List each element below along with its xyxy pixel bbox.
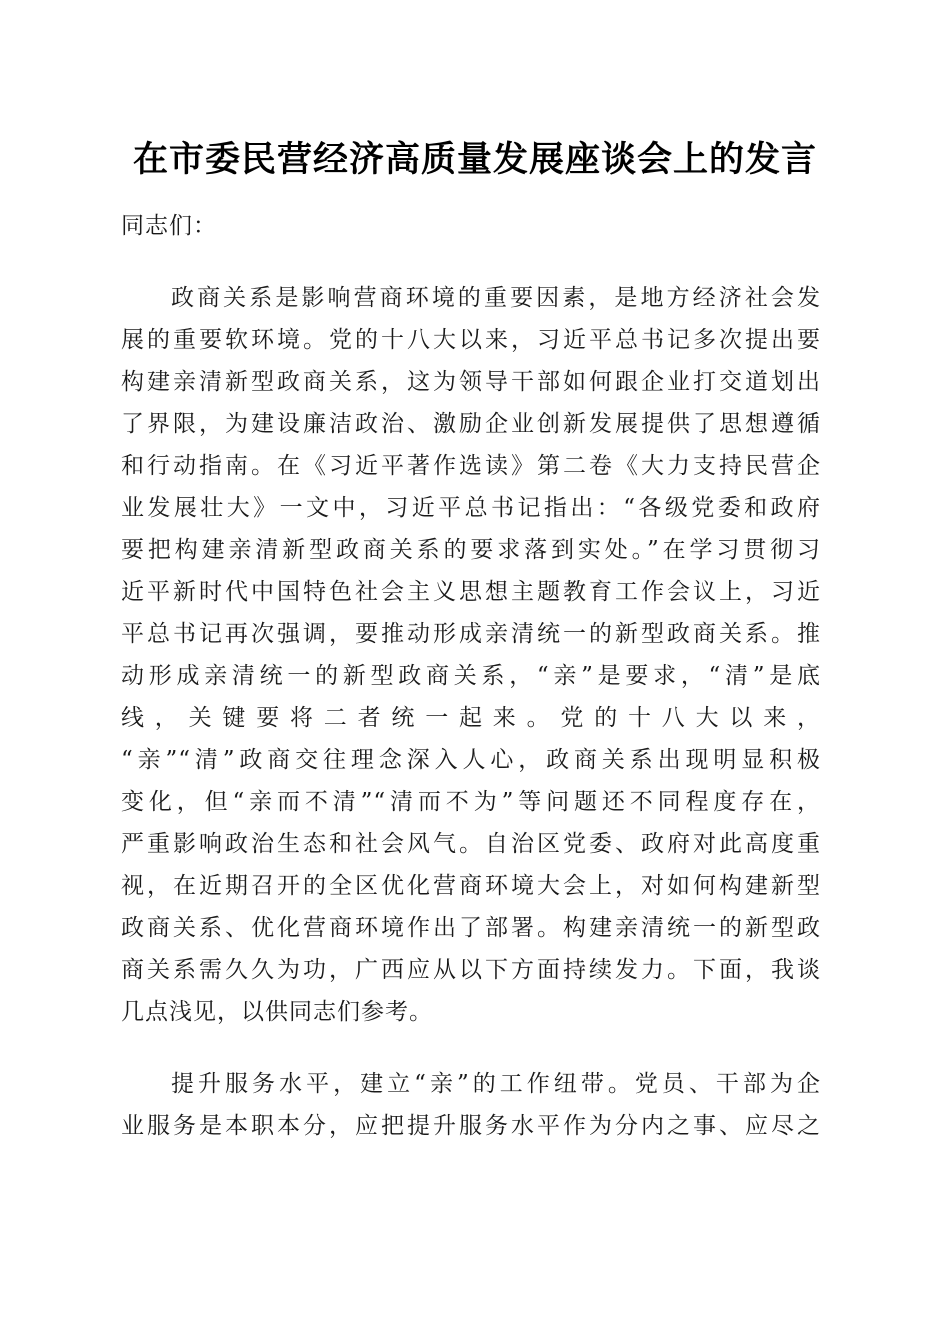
paragraph-line: “亲”“清”政商交往理念深入人心，政商关系出现明显积极 xyxy=(121,747,821,773)
paragraph-line: 了界限，为建设廉洁政治、激励企业创新发展提供了思想遵循 xyxy=(121,411,821,437)
salutation: 同志们： xyxy=(121,213,217,239)
paragraph-line: 政商关系、优化营商环境作出了部署。构建亲清统一的新型政 xyxy=(121,915,821,941)
paragraph-line: 几点浅见，以供同志们参考。 xyxy=(121,999,433,1025)
paragraph-line: 变化，但“亲而不清”“清而不为”等问题还不同程度存在， xyxy=(121,789,821,815)
paragraph-line: 平总书记再次强调，要推动形成亲清统一的新型政商关系。推 xyxy=(121,621,821,647)
paragraph-line: 和行动指南。在《习近平著作选读》第二卷《大力支持民营企 xyxy=(121,453,821,479)
paragraph-line: 提升服务水平，建立“亲”的工作纽带。党员、干部为企 xyxy=(171,1071,821,1097)
document-title: 在市委民营经济高质量发展座谈会上的发言 xyxy=(132,139,817,180)
paragraph-line: 构建亲清新型政商关系，这为领导干部如何跟企业打交道划出 xyxy=(121,369,821,395)
paragraph-line: 要把构建亲清新型政商关系的要求落到实处。”在学习贯彻习 xyxy=(121,537,821,563)
paragraph-line: 视，在近期召开的全区优化营商环境大会上，对如何构建新型 xyxy=(121,873,821,899)
paragraph-line: 近平新时代中国特色社会主义思想主题教育工作会议上，习近 xyxy=(121,579,821,605)
paragraph-line: 业服务是本职本分，应把提升服务水平作为分内之事、应尽之 xyxy=(121,1113,821,1139)
paragraph-line: 严重影响政治生态和社会风气。自治区党委、政府对此高度重 xyxy=(121,831,821,857)
paragraph-line: 政商关系是影响营商环境的重要因素，是地方经济社会发 xyxy=(171,285,821,311)
paragraph-line: 线，关键要将二者统一起来。党的十八大以来， xyxy=(121,705,821,731)
paragraph-line: 商关系需久久为功，广西应从以下方面持续发力。下面，我谈 xyxy=(121,957,821,983)
paragraph-line: 动形成亲清统一的新型政商关系，“亲”是要求，“清”是底 xyxy=(121,663,821,689)
paragraph-line: 业发展壮大》一文中，习近平总书记指出：“各级党委和政府 xyxy=(121,495,821,521)
paragraph-line: 展的重要软环境。党的十八大以来，习近平总书记多次提出要 xyxy=(121,327,821,353)
